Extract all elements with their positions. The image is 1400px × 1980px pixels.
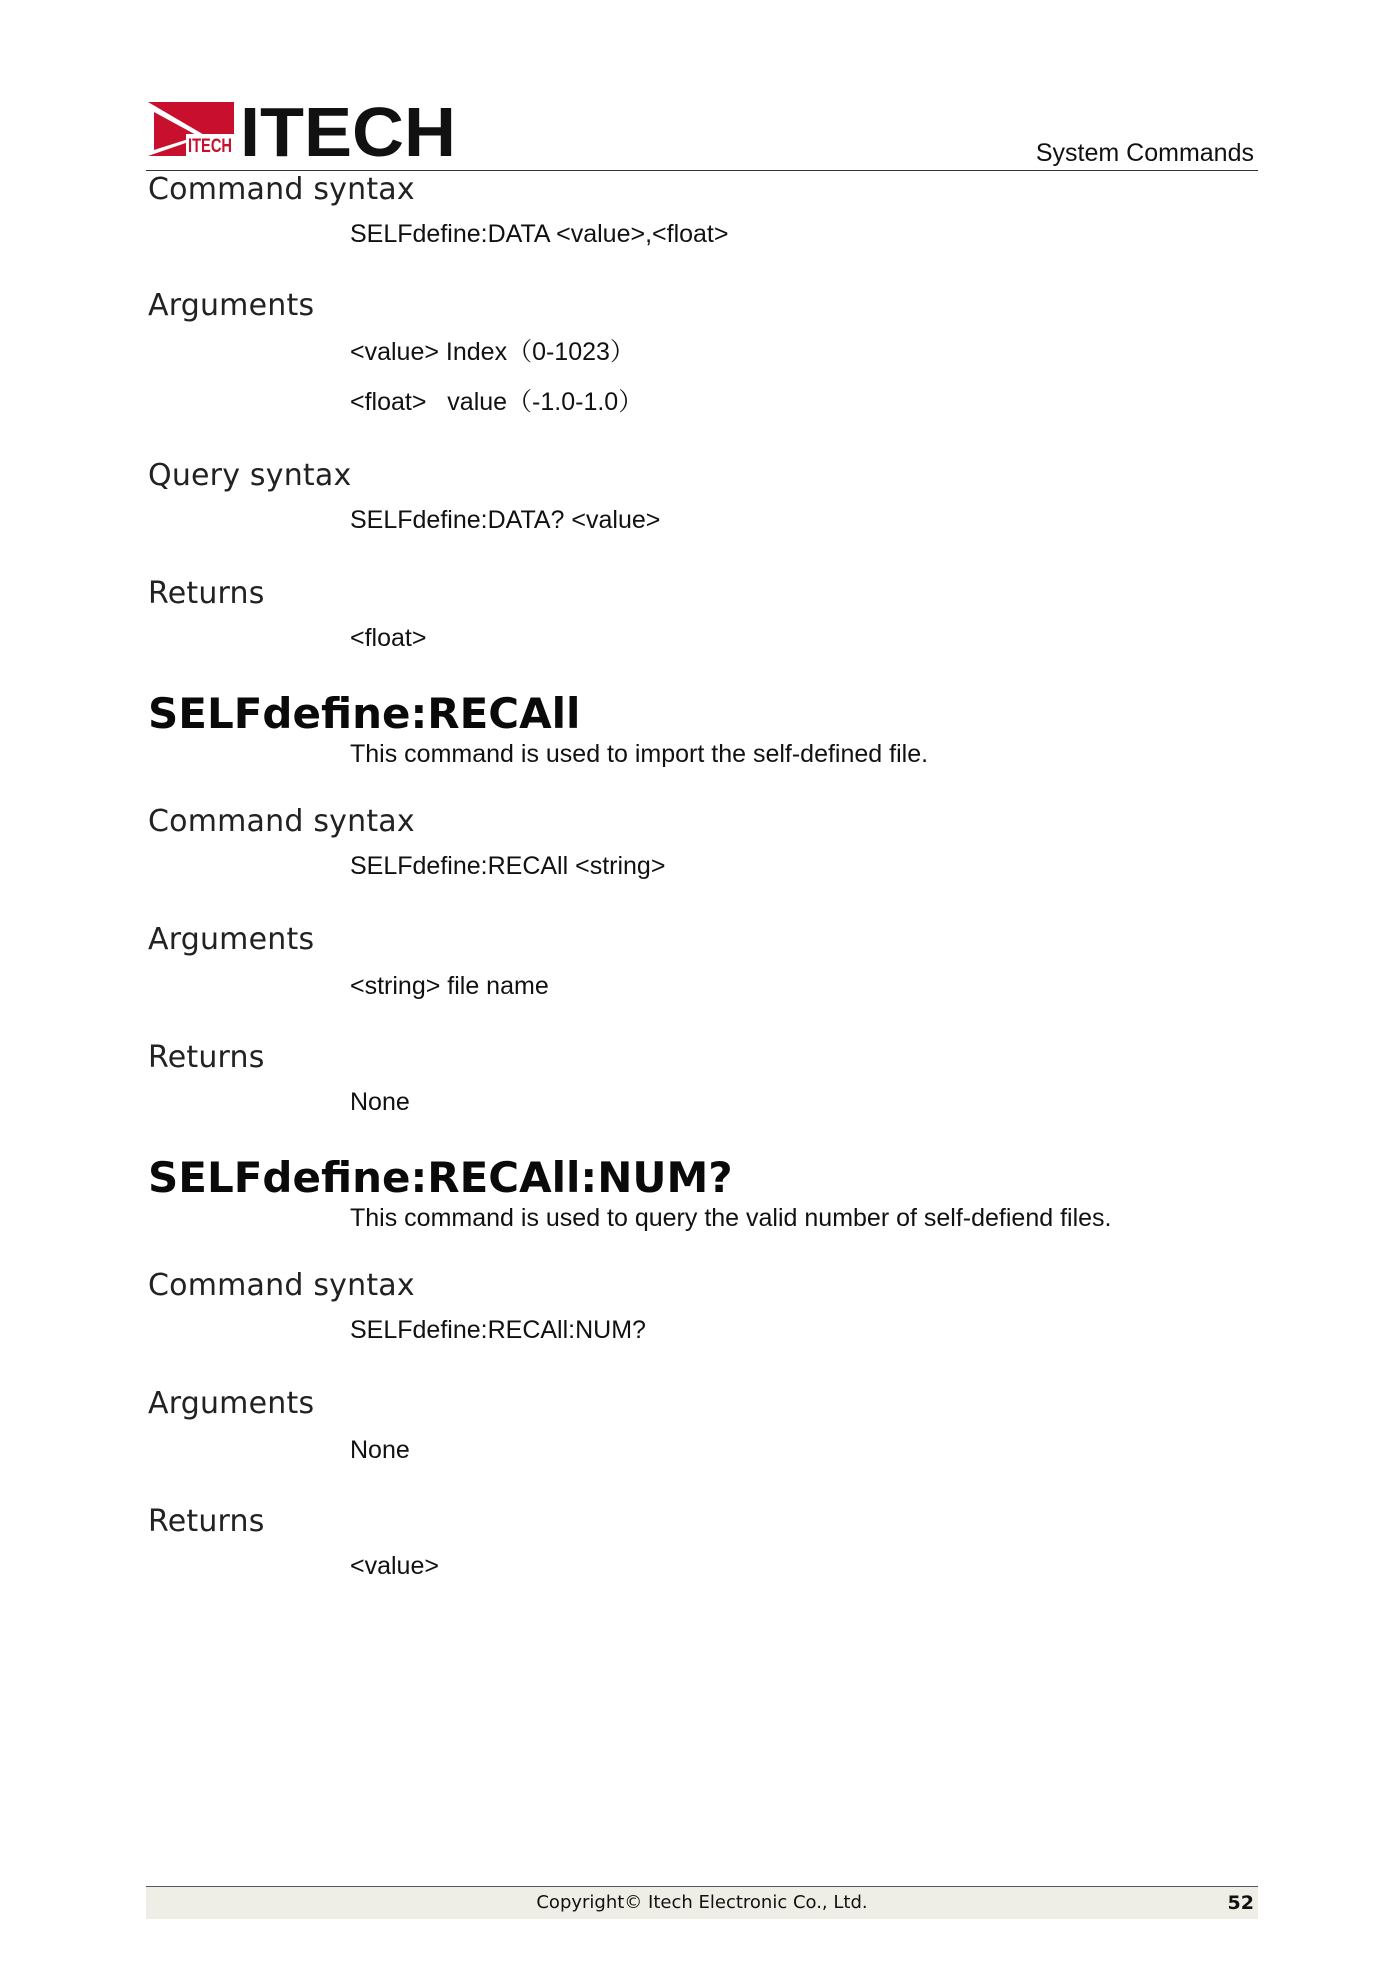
sub-heading: Arguments <box>148 922 315 957</box>
sub-heading: Returns <box>148 1504 265 1539</box>
logo-wordmark: ITECH <box>240 98 456 160</box>
block-arguments <box>148 286 1258 420</box>
sub-heading: Arguments <box>148 1386 315 1421</box>
block-command-syntax <box>148 802 1258 884</box>
page-header <box>146 94 1258 171</box>
argument-text: <string> file name <box>350 972 549 1000</box>
page-number: 52 <box>1227 1892 1254 1914</box>
syntax-text: SELFdefine:DATA <value>,<float> <box>350 220 729 248</box>
returns-text: None <box>350 1088 410 1116</box>
sub-heading: Arguments <box>148 288 315 323</box>
syntax-text: SELFdefine:RECAll <string> <box>350 852 666 880</box>
logo-badge-text: ITECH <box>188 136 232 157</box>
block-command-syntax <box>148 1266 1258 1348</box>
page-footer <box>146 1886 1258 1919</box>
block-command-syntax <box>148 170 1258 252</box>
returns-text: <value> <box>350 1552 439 1580</box>
header-section-title: System Commands <box>1035 139 1254 167</box>
block-returns <box>148 1038 1258 1120</box>
argument-text: None <box>350 1436 410 1464</box>
syntax-text: SELFdefine:DATA? <value> <box>350 506 661 534</box>
syntax-text: SELFdefine:RECAll:NUM? <box>350 1316 646 1344</box>
sub-heading: Command syntax <box>148 172 415 207</box>
block-returns <box>148 574 1258 656</box>
command-title: SELFdefine:RECAll <box>148 689 581 738</box>
copyright-text: Copyright© Itech Electronic Co., Ltd. <box>536 1892 868 1913</box>
block-query-syntax <box>148 456 1258 538</box>
argument-text: <float> value（-1.0-1.0） <box>350 388 644 416</box>
command-section <box>148 1152 1258 1584</box>
command-description: This command is used to import the self-defined file. <box>350 740 929 768</box>
sub-heading: Returns <box>148 576 265 611</box>
block-arguments <box>148 1384 1258 1468</box>
command-title: SELFdefine:RECAll:NUM? <box>148 1153 733 1202</box>
command-section <box>148 688 1258 1120</box>
block-arguments <box>148 920 1258 1004</box>
sub-heading: Returns <box>148 1040 265 1075</box>
argument-text: <value> Index（0-1023） <box>350 338 635 366</box>
document-body <box>148 170 1258 1584</box>
command-description: This command is used to query the valid number of self-defiend files. <box>350 1204 1112 1232</box>
sub-heading: Command syntax <box>148 1268 415 1303</box>
block-returns <box>148 1502 1258 1584</box>
returns-text: <float> <box>350 624 427 652</box>
sub-heading: Command syntax <box>148 804 415 839</box>
itech-logo <box>148 98 458 160</box>
sub-heading: Query syntax <box>148 458 352 493</box>
